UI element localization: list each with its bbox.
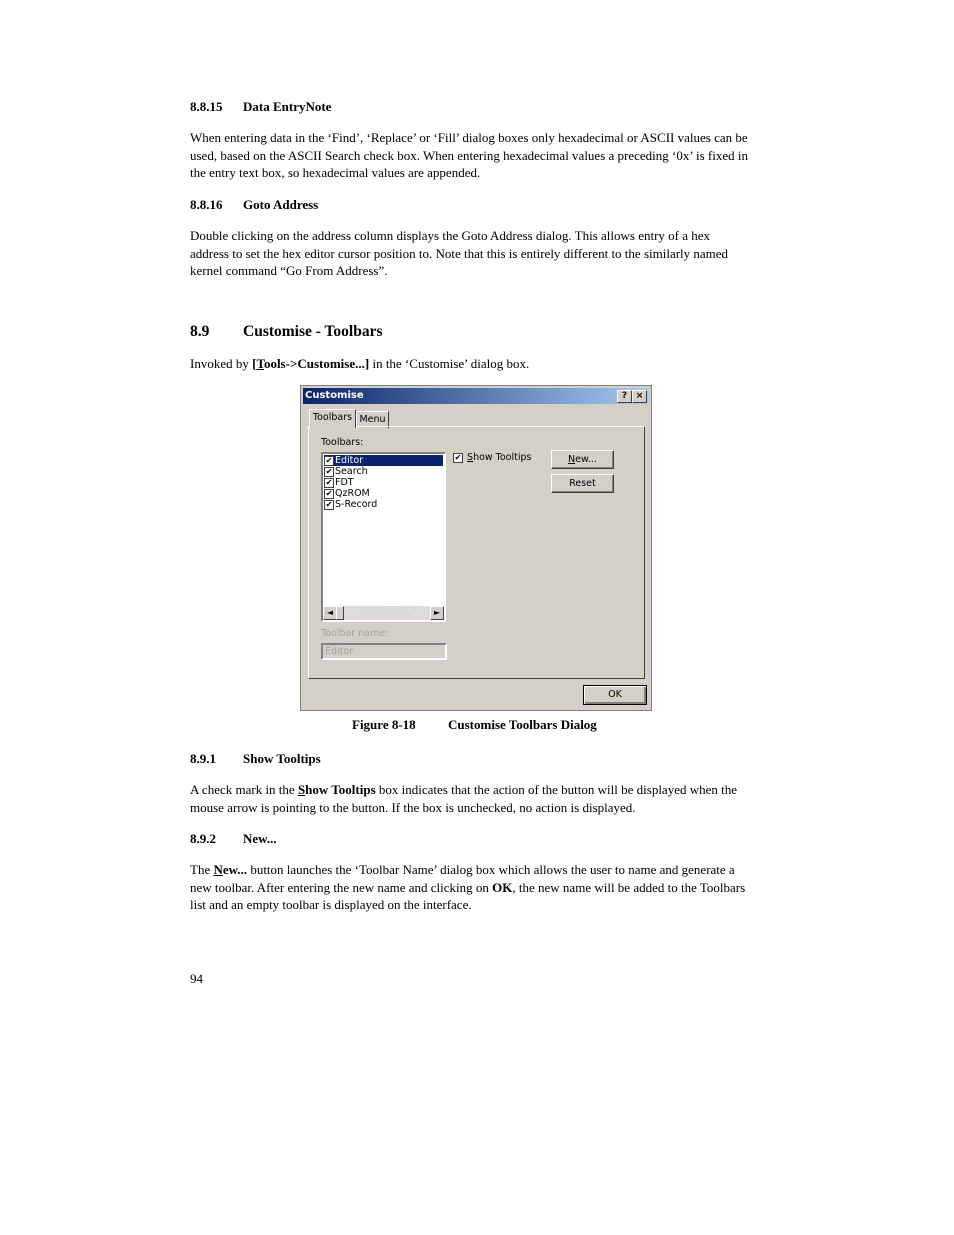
paragraph-line: When entering data in the ‘Find’, ‘Replace’ or ‘Fill’ dialog boxes only hexadecimal or ASCII values can be <box>190 130 748 145</box>
checkbox-icon[interactable]: ✔ <box>454 452 462 462</box>
paragraph-line <box>190 781 765 799</box>
list-item-label: QzROM <box>335 488 370 499</box>
dialog-titlebar <box>303 388 649 404</box>
section-title: Data EntryNote <box>243 99 332 114</box>
section-number: 8.9.1 <box>190 751 216 766</box>
mnemonic: S <box>467 452 474 463</box>
bold-term <box>298 782 376 797</box>
mnemonic: S <box>297 782 306 797</box>
menu-path-mnemonic: T <box>256 356 264 371</box>
scroll-thumb[interactable] <box>336 606 344 620</box>
list-item-label: S-Record <box>335 499 378 510</box>
list-item-label: Search <box>335 466 368 477</box>
text: The <box>190 862 214 877</box>
ok-button[interactable]: OK <box>583 685 647 705</box>
list-item[interactable] <box>324 466 368 477</box>
invoked-paragraph <box>190 355 765 373</box>
list-item[interactable] <box>324 477 354 488</box>
checkbox-icon[interactable]: ✔ <box>325 488 333 498</box>
label-rest: how Tooltips <box>473 452 532 463</box>
section-title: Customise - Toolbars <box>243 323 383 340</box>
label-rest: ew... <box>575 454 597 465</box>
toolbar-name-input[interactable]: Editor <box>321 643 447 660</box>
checkbox-icon[interactable]: ✔ <box>325 466 333 476</box>
list-item[interactable] <box>324 488 370 499</box>
reset-button[interactable]: Reset <box>551 474 614 493</box>
paragraph-line: list and an empty toolbar is displayed on the interface. <box>190 897 472 912</box>
section-title: Goto Address <box>243 197 319 212</box>
toolbars-list[interactable] <box>321 452 446 622</box>
bold-rest: ew... <box>222 862 248 877</box>
text: box indicates that the action of the button will be displayed when the <box>375 782 738 797</box>
text: , the new name will be added to the Toolbars <box>512 879 746 895</box>
section-number: 8.9 <box>190 323 210 340</box>
paragraph-new <box>190 861 765 914</box>
text: button launches the ‘Toolbar Name’ dialog box which allows the user to name and generate a <box>247 862 735 877</box>
section-number: 8.8.15 <box>190 99 223 114</box>
scroll-right-icon[interactable]: ► <box>430 606 444 620</box>
toolbar-name-label: Toolbar name: <box>321 628 389 639</box>
checkbox-icon[interactable]: ✔ <box>325 499 333 509</box>
dialog-title: Customise <box>305 390 364 401</box>
section-number: 8.9.2 <box>190 831 216 846</box>
menu-path <box>252 356 369 371</box>
paragraph-show-tooltips <box>190 781 765 816</box>
tab-toolbars[interactable]: Toolbars <box>309 409 356 428</box>
paragraph-line: Double clicking on the address column displays the Goto Address dialog. This allows entry of a hex <box>190 228 711 243</box>
paragraph-line: the entry text box, so hexadecimal values are appended. <box>190 165 481 180</box>
list-item-label: Editor <box>335 455 364 466</box>
mnemonic: N <box>213 862 223 877</box>
toolbars-label: Toolbars: <box>321 437 364 448</box>
checkbox-icon[interactable]: ✔ <box>325 455 333 465</box>
figure-caption <box>352 717 652 733</box>
bold-term: OK <box>492 879 513 895</box>
horizontal-scrollbar[interactable] <box>323 606 444 620</box>
checkbox-icon[interactable]: ✔ <box>325 477 333 487</box>
list-item[interactable] <box>324 499 377 510</box>
paragraph-line: address to set the hex editor cursor position to. Note that this is entirely different to the similarly named <box>190 245 729 261</box>
close-button[interactable]: × <box>632 390 647 403</box>
paragraph-line: mouse arrow is pointing to the button. If the box is unchecked, no action is displayed. <box>190 799 636 815</box>
paragraph-line <box>190 879 765 897</box>
show-tooltips-label <box>467 452 531 463</box>
invoked-pre: Invoked by <box>190 356 253 371</box>
paragraph-data-entry <box>190 129 765 182</box>
bold-rest: how Tooltips <box>305 782 376 797</box>
figure-number: Figure 8-18 <box>352 717 416 732</box>
section-title: Show Tooltips <box>243 751 321 766</box>
menu-path-rest: ools->Customise...] <box>263 356 370 371</box>
section-number: 8.8.16 <box>190 197 223 212</box>
customise-dialog <box>300 385 652 711</box>
heading-8-9-1 <box>190 751 490 767</box>
new-button[interactable] <box>551 450 614 469</box>
paragraph-line: used, based on the ASCII Search check box. When entering hexadecimal values a preceding ‘0x’ is fixed in <box>190 147 748 163</box>
heading-8-8-15 <box>190 99 490 115</box>
paragraph-line <box>190 861 765 879</box>
scroll-left-icon[interactable]: ◄ <box>323 606 337 620</box>
bold-term <box>213 862 247 877</box>
section-title: New... <box>243 831 277 846</box>
mnemonic: N <box>568 454 576 465</box>
invoked-post: in the ‘Customise’ dialog box. <box>369 356 530 371</box>
help-button[interactable]: ? <box>617 390 632 403</box>
paragraph-goto-address <box>190 227 765 280</box>
show-tooltips-checkbox[interactable] <box>453 452 531 463</box>
text: new toolbar. After entering the new name and clicking on <box>190 879 493 895</box>
text: A check mark in the <box>190 782 298 797</box>
list-item-label: FDT <box>335 477 354 488</box>
list-item[interactable] <box>324 455 443 466</box>
paragraph-line: kernel command “Go From Address”. <box>190 263 388 278</box>
page-number: 94 <box>190 971 203 986</box>
tab-menu[interactable]: Menu <box>356 411 389 429</box>
heading-8-9-2 <box>190 831 490 847</box>
heading-8-8-16 <box>190 197 490 213</box>
figure-title: Customise Toolbars Dialog <box>448 717 597 732</box>
menu-path-bracket: [ <box>252 356 257 371</box>
heading-8-9 <box>190 323 590 343</box>
